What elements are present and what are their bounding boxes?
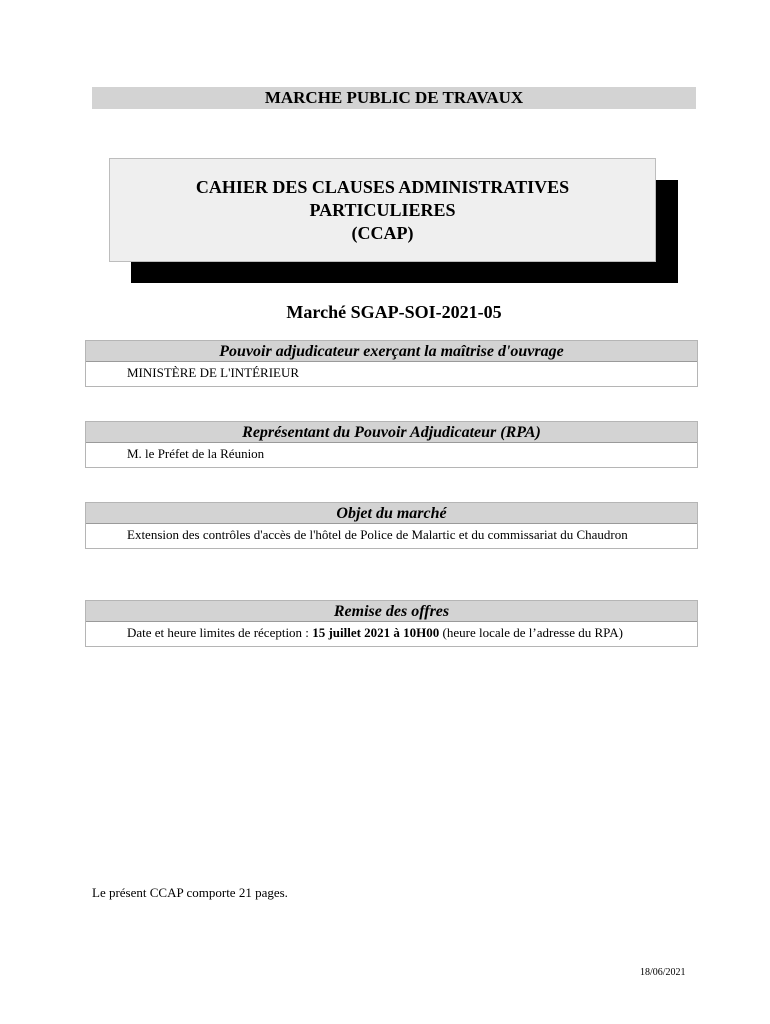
section-body: M. le Préfet de la Réunion — [127, 446, 265, 461]
section-header: Objet du marché — [86, 503, 697, 524]
title-line-1: CAHIER DES CLAUSES ADMINISTRATIVES — [195, 176, 570, 197]
section-header: Remise des offres — [86, 601, 697, 622]
title-line-2: PARTICULIERES — [309, 199, 456, 220]
section-body — [86, 622, 697, 646]
section-objet-marche — [85, 502, 698, 549]
deadline-value: 15 juillet 2021 à 10H00 — [312, 625, 440, 640]
section-body: Extension des contrôles d'accès de l'hôtel de Police de Malartic et du commissariat du Chaudron — [127, 527, 628, 542]
section-remise-offres — [85, 600, 698, 647]
section-header: Pouvoir adjudicateur exerçant la maîtrise d'ouvrage — [86, 341, 697, 362]
deadline-label: Date et heure limites de réception : — [127, 625, 313, 640]
section-pouvoir-adjudicateur — [85, 340, 698, 387]
title-line-3: (CCAP) — [351, 222, 414, 243]
deadline-note: (heure locale de l’adresse du RPA) — [439, 625, 623, 640]
marche-reference: Marché SGAP-SOI-2021-05 — [286, 302, 502, 322]
section-body: MINISTÈRE DE L'INTÉRIEUR — [127, 365, 300, 380]
page-count-note: Le présent CCAP comporte 21 pages. — [92, 885, 288, 900]
title-box — [109, 158, 656, 262]
document-banner: MARCHE PUBLIC DE TRAVAUX — [92, 87, 696, 109]
section-header: Représentant du Pouvoir Adjudicateur (RPA) — [86, 422, 697, 443]
footer-date: 18/06/2021 — [640, 967, 686, 978]
section-representant — [85, 421, 698, 468]
